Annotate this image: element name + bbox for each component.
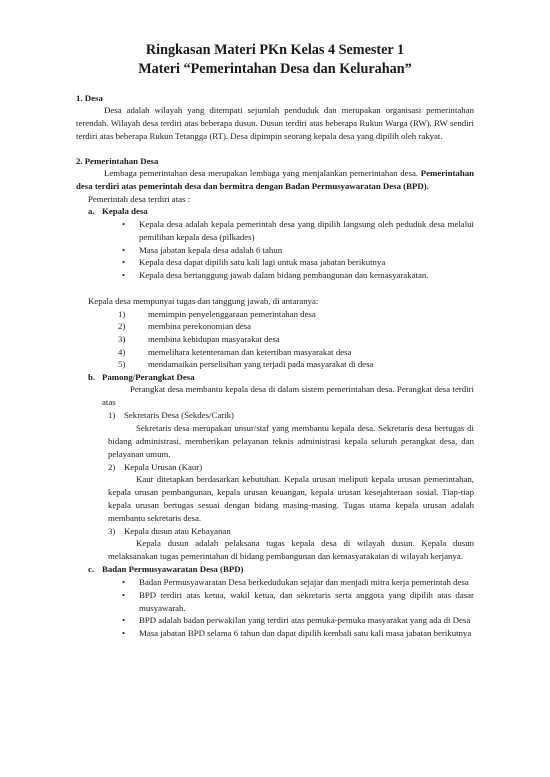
- tugas-list: [76, 308, 474, 371]
- list-number: 1): [118, 308, 126, 319]
- list-item: [122, 614, 474, 627]
- bullet-text: Kepala desa adalah kepala pemerintah desa yang dipilih langsung oleh peduduk desa melalui pemilihan kepala desa (pilkades): [139, 218, 474, 242]
- tugas-intro: Kepala desa mempunyai tugas dan tanggung jawab, di antaranya:: [88, 296, 319, 307]
- subsection-bpd: [88, 563, 474, 576]
- perangkat-item-heading: [108, 409, 474, 422]
- bullet-text: Badan Permusyawaratan Desa berkedudukan sejajar dan menjadi mitra kerja pemerintah desa: [139, 576, 469, 587]
- bullet-icon: •: [122, 218, 126, 229]
- bullet-icon: •: [122, 576, 126, 587]
- list-number: 3): [118, 334, 126, 345]
- section-heading-desa: 1. Desa: [76, 93, 103, 103]
- list-item: [122, 244, 474, 257]
- list-item: [118, 333, 474, 346]
- item-number: 3): [108, 525, 116, 536]
- list-item: [118, 320, 474, 333]
- bullet-text: BPD terdiri atas ketua, wakil ketua, dan sekretaris serta anggota yang dipilih atas dasar musyawarah.: [139, 589, 474, 613]
- item-number: 2): [108, 461, 116, 472]
- subsection-letter: c.: [88, 564, 95, 575]
- list-text: mendamaikan perselisihan yang terjadi pada masyarakat di desa: [148, 359, 374, 370]
- list-item: [122, 218, 474, 244]
- bullet-icon: •: [122, 270, 126, 281]
- item-number: 1): [108, 410, 116, 421]
- spacer: [76, 282, 474, 295]
- kepala-desa-bullet-list: [76, 218, 474, 283]
- subsection-kepala-desa: [88, 205, 474, 218]
- section-paragraph-desa: Desa adalah wilayah yang ditempati sejumlah penduduk dan merupakan organisasi pemerintahan terendah. Wilayah desa terdiri atas beberapa dusun. Dusun terdiri atas beberapa Rukun Warga (RW). RW sendiri terdiri atas beberapa Rukun Tetangga (RT). Desa dipimpin seorang kepala desa yang dipilih oleh rakyat.: [76, 105, 474, 141]
- perangkat-item-heading: [108, 461, 474, 474]
- bullet-text: Kepala desa bertanggung jawab dalam bidang pembangunan dan kemasyarakatan.: [139, 270, 429, 281]
- item-title: Kepala dusun atau Kebayanan: [124, 525, 231, 536]
- bullet-icon: •: [122, 244, 126, 255]
- list-number: 4): [118, 346, 126, 357]
- list-item: [118, 308, 474, 321]
- bullet-icon: •: [122, 257, 126, 268]
- bullet-text: Masa jabatan kepala desa adalah 6 tahun: [139, 244, 283, 255]
- bullet-icon: •: [122, 615, 126, 626]
- bullet-icon: •: [122, 589, 126, 600]
- list-number: 2): [118, 321, 126, 332]
- item-title: Sekretaris Desa (Sekdes/Carik): [124, 410, 234, 421]
- perangkat-desa-intro: Perangkat desa membantu kepala desa di dalam sistem pemerintahan desa. Perangkat desa terdiri atas: [102, 384, 474, 408]
- list-item: [122, 269, 474, 282]
- intro-bold-text: Pemerintahan desa terdiri atas pemerintah desa dan bermitra dengan Badan Permusyawaratan Desa (BPD).: [76, 167, 474, 191]
- list-item: [122, 256, 474, 269]
- list-text: memelihara ketenteraman dan ketertiban masyarakat desa: [148, 346, 352, 357]
- subsection-label: Badan Permusyawaratan Desa (BPD): [102, 564, 244, 575]
- bullet-text: Masa jabatan BPD selama 6 tahun dan dapat dipilih kembali satu kali masa jabatan berikutnya: [139, 628, 472, 639]
- bpd-bullet-list: [76, 576, 474, 641]
- list-item: [122, 576, 474, 589]
- list-item: [122, 627, 474, 640]
- perangkat-item-paragraph: Kaur ditetapkan berdasarkan kebutuhan. Kepala urusan meliputi kepala urusan pemerintahan, kepala urusan pembangunan, kepala urusan keuangan, kepala urusan kesejahteraan sosial. Tiap-tiap kepala urusan bertugas sesuai dengan bidang masing-masing. Tugas utama kepala urusan adalah membantu sekretaris desa.: [108, 474, 474, 523]
- section-paragraph-pemerintahan: [76, 167, 474, 193]
- perangkat-item-heading: [108, 525, 474, 538]
- perangkat-item-paragraph: Kepala dusun adalah pelaksana tugas kepala desa di wilayah dusun. Kepala dusun melaksanakan tugas pemerintahan di bidang pembangunan dan kemasyarakatan di wilayah kerjanya.: [108, 538, 474, 562]
- subsection-label: Pamong/Perangkat Desa: [102, 371, 195, 382]
- list-text: membina perekonomian desa: [148, 321, 252, 332]
- terdiri-atas-label: Pemerintah desa terdiri atas :: [88, 193, 191, 204]
- subsection-letter: b.: [88, 371, 96, 382]
- section-heading-pemerintahan-desa: 2. Pemerintahan Desa: [76, 155, 159, 166]
- subsection-perangkat-desa: [88, 371, 474, 384]
- item-title: Kepala Urusan (Kaur): [124, 461, 203, 472]
- document-title-line2: Materi “Pemerintahan Desa dan Kelurahan”: [138, 61, 412, 77]
- spacer: [76, 143, 474, 155]
- perangkat-item-paragraph: Sekretaris desa merupakan unsur/staf yang membantu kepala desa. Sekretaris desa bertugas di bidang administrasi, memberikan pelayanan teknis administrasi kepala seluruh perangkat desa, dan pelayanan umum.: [108, 422, 474, 459]
- list-item: [118, 358, 474, 371]
- list-item: [118, 346, 474, 359]
- bullet-text: BPD adalah badan perwakilan yang terdiri atas pemuka-pemuka masyarakat yang ada di Desa: [139, 615, 471, 626]
- list-number: 5): [118, 359, 126, 370]
- list-text: memimpin penyelenggaraan pemerintahan desa: [148, 308, 316, 319]
- document-title-line1: Ringkasan Materi PKn Kelas 4 Semester 1: [145, 42, 405, 58]
- bullet-icon: •: [122, 628, 126, 639]
- subsection-letter: a.: [88, 206, 95, 217]
- list-item: [122, 589, 474, 615]
- list-text: membina kehidupan masyarakat desa: [148, 334, 280, 345]
- intro-text: Lembaga pemerintahan desa merupakan lembaga yang menjalankan pemerintahan desa.: [104, 167, 419, 178]
- bullet-text: Kepala desa dapat dipilih satu kali lagi untuk masa jabatan berikutnya: [139, 257, 386, 268]
- subsection-label: Kepala desa: [102, 206, 148, 217]
